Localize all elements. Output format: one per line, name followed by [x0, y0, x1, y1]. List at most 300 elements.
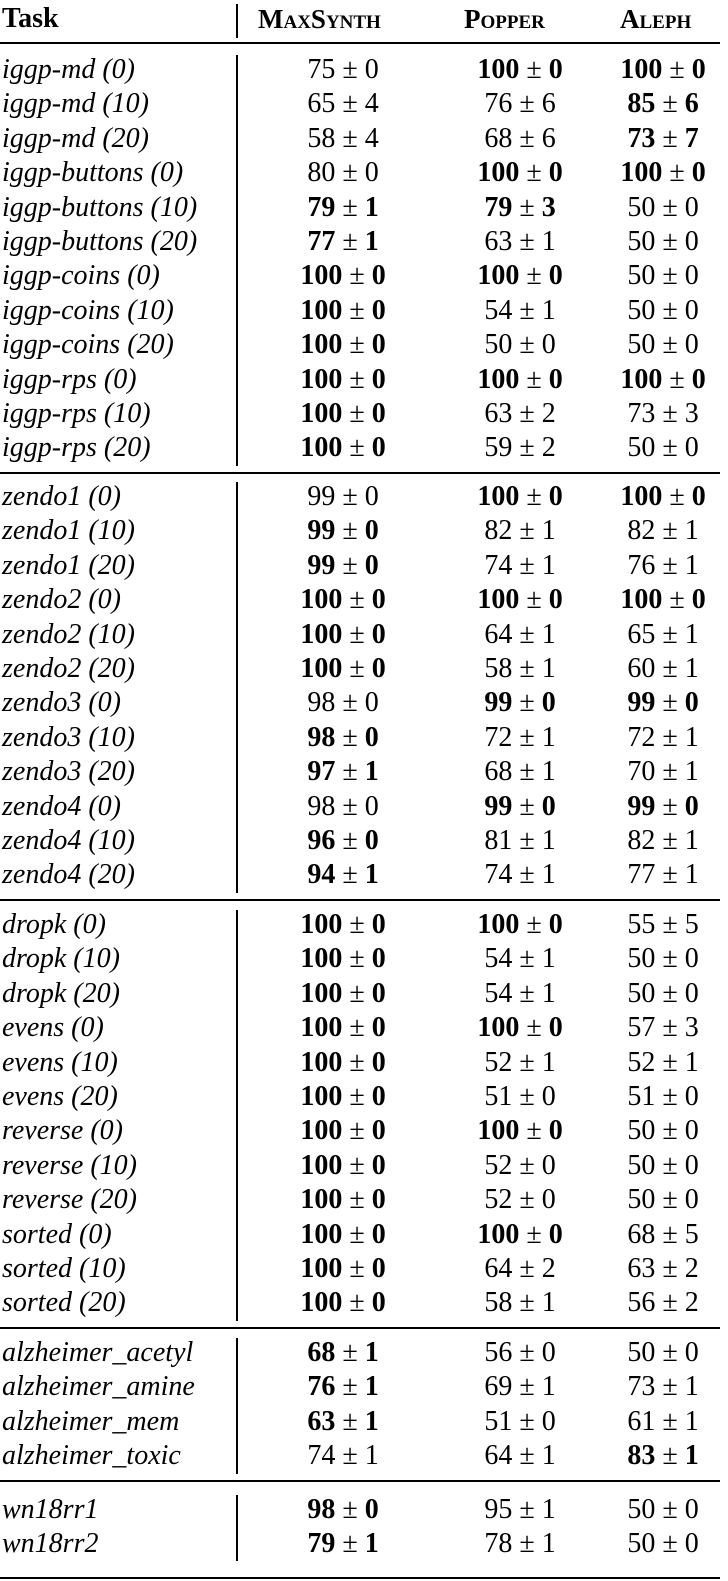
- score-std: 0: [371, 1149, 386, 1181]
- score-cell: [248, 942, 438, 976]
- group-rule: [0, 472, 720, 474]
- plus-minus-sign: ±: [335, 1440, 365, 1472]
- task-name: alzheimer_amine: [2, 1371, 195, 1403]
- score-std: 1: [541, 1440, 556, 1472]
- plus-minus-sign: ±: [655, 432, 685, 464]
- score-cell: [248, 156, 438, 190]
- score-cell: [248, 328, 438, 362]
- plus-minus-sign: ±: [342, 1081, 372, 1112]
- score-std: 0: [548, 54, 563, 85]
- column-divider: [236, 482, 238, 893]
- plus-minus-sign: ±: [662, 584, 692, 616]
- plus-minus-sign: ±: [335, 549, 365, 581]
- plus-minus-sign: ±: [335, 226, 365, 257]
- score-std: 0: [684, 1528, 699, 1559]
- score-std: 4: [364, 122, 379, 154]
- plus-minus-sign: ±: [512, 1494, 542, 1525]
- score-cell: [430, 294, 610, 328]
- score-std: 0: [684, 1184, 699, 1216]
- score-cell: [430, 397, 610, 431]
- score-cell: [248, 397, 438, 431]
- plus-minus-sign: ±: [512, 226, 542, 257]
- score-mean: 100: [300, 398, 343, 429]
- score-std: 0: [371, 584, 386, 616]
- column-divider: [236, 910, 238, 1321]
- score-cell: [604, 1252, 722, 1286]
- score-mean: 69: [484, 1371, 513, 1403]
- plus-minus-sign: ±: [512, 1287, 542, 1319]
- score-std: 0: [548, 363, 563, 395]
- score-cell: [248, 858, 438, 892]
- score-std: 0: [684, 687, 699, 719]
- score-mean: 50: [627, 1149, 656, 1181]
- score-mean: 68: [307, 1337, 336, 1368]
- score-std: 0: [541, 1405, 556, 1437]
- score-std: 3: [684, 398, 699, 429]
- plus-minus-sign: ±: [519, 260, 549, 292]
- plus-minus-sign: ±: [335, 515, 365, 547]
- score-cell: [248, 1527, 438, 1561]
- plus-minus-sign: ±: [655, 88, 685, 120]
- score-cell: [604, 1218, 722, 1252]
- score-std: 0: [371, 1081, 386, 1112]
- task-name: zendo3 (0): [2, 687, 121, 719]
- score-cell: [604, 191, 722, 225]
- score-std: 1: [684, 618, 699, 650]
- score-std: 2: [684, 1253, 699, 1284]
- score-cell: [430, 1405, 610, 1439]
- score-std: 0: [371, 329, 386, 361]
- score-std: 2: [684, 1287, 699, 1319]
- score-cell: [248, 1218, 438, 1252]
- score-mean: 75: [307, 54, 336, 85]
- score-std: 7: [684, 122, 699, 154]
- score-cell: [604, 686, 722, 720]
- score-std: 1: [684, 549, 699, 581]
- score-std: 1: [364, 1371, 379, 1403]
- score-mean: 63: [484, 226, 513, 257]
- score-cell: [430, 514, 610, 548]
- task-name: zendo1 (0): [2, 481, 121, 512]
- plus-minus-sign: ±: [655, 909, 685, 940]
- score-mean: 64: [484, 618, 513, 650]
- plus-minus-sign: ±: [655, 549, 685, 581]
- score-mean: 100: [300, 1253, 343, 1284]
- score-std: 5: [684, 909, 699, 940]
- task-name: reverse (10): [2, 1149, 138, 1181]
- score-mean: 100: [477, 1012, 520, 1044]
- plus-minus-sign: ±: [519, 1012, 549, 1044]
- score-std: 0: [371, 909, 386, 940]
- score-cell: [430, 790, 610, 824]
- plus-minus-sign: ±: [342, 1218, 372, 1250]
- score-std: 4: [364, 88, 379, 120]
- score-mean: 96: [307, 825, 336, 856]
- score-cell: [248, 583, 438, 617]
- score-cell: [604, 583, 722, 617]
- score-cell: [430, 225, 610, 259]
- score-cell: [430, 431, 610, 465]
- score-std: 0: [684, 943, 699, 975]
- score-std: 2: [541, 432, 556, 464]
- score-cell: [248, 977, 438, 1011]
- plus-minus-sign: ±: [512, 191, 542, 223]
- score-std: 0: [548, 909, 563, 940]
- score-std: 0: [371, 398, 386, 429]
- score-cell: [430, 1011, 610, 1045]
- plus-minus-sign: ±: [342, 1115, 372, 1147]
- score-cell: [430, 191, 610, 225]
- plus-minus-sign: ±: [655, 618, 685, 650]
- score-cell: [604, 1286, 722, 1320]
- task-name: zendo2 (10): [2, 618, 135, 650]
- score-cell: [604, 790, 722, 824]
- score-std: 1: [541, 825, 556, 856]
- score-mean: 100: [300, 260, 343, 292]
- score-mean: 100: [477, 363, 520, 395]
- group-rule: [0, 899, 720, 901]
- plus-minus-sign: ±: [512, 88, 542, 120]
- score-mean: 50: [627, 1494, 656, 1525]
- task-name: zendo3 (20): [2, 756, 135, 788]
- score-std: 1: [541, 515, 556, 547]
- score-std: 0: [684, 790, 699, 822]
- score-std: 2: [541, 1253, 556, 1284]
- score-cell: [248, 1046, 438, 1080]
- score-cell: [604, 908, 722, 942]
- plus-minus-sign: ±: [655, 515, 685, 547]
- task-name: zendo4 (20): [2, 859, 135, 891]
- score-mean: 58: [307, 122, 336, 154]
- score-cell: [604, 858, 722, 892]
- plus-minus-sign: ±: [655, 1494, 685, 1525]
- score-mean: 100: [300, 363, 343, 395]
- score-cell: [248, 1493, 438, 1527]
- plus-minus-sign: ±: [655, 1218, 685, 1250]
- score-mean: 50: [627, 1528, 656, 1559]
- score-cell: [604, 721, 722, 755]
- plus-minus-sign: ±: [655, 1081, 685, 1112]
- score-std: 6: [541, 122, 556, 154]
- score-cell: [604, 1370, 722, 1404]
- plus-minus-sign: ±: [512, 549, 542, 581]
- score-std: 0: [691, 481, 706, 512]
- task-name: sorted (0): [2, 1218, 112, 1250]
- score-cell: [430, 1370, 610, 1404]
- score-cell: [604, 1527, 722, 1561]
- plus-minus-sign: ±: [335, 687, 365, 719]
- score-std: 0: [364, 481, 379, 512]
- score-mean: 50: [627, 260, 656, 292]
- plus-minus-sign: ±: [512, 943, 542, 975]
- plus-minus-sign: ±: [512, 1149, 542, 1181]
- score-cell: [604, 1439, 722, 1473]
- plus-minus-sign: ±: [512, 859, 542, 891]
- plus-minus-sign: ±: [512, 1405, 542, 1437]
- score-cell: [430, 480, 610, 514]
- plus-minus-sign: ±: [512, 1081, 542, 1112]
- task-name: sorted (20): [2, 1287, 126, 1319]
- score-std: 0: [371, 653, 386, 684]
- score-cell: [248, 1080, 438, 1114]
- score-std: 0: [371, 1184, 386, 1216]
- plus-minus-sign: ±: [335, 191, 365, 223]
- score-std: 0: [541, 1081, 556, 1112]
- score-mean: 100: [620, 584, 663, 616]
- score-cell: [604, 549, 722, 583]
- score-std: 3: [541, 191, 556, 223]
- column-divider: [236, 1338, 238, 1474]
- group-rule: [0, 1327, 720, 1329]
- score-mean: 99: [627, 790, 656, 822]
- score-mean: 80: [307, 157, 336, 189]
- plus-minus-sign: ±: [512, 977, 542, 1009]
- plus-minus-sign: ±: [512, 1528, 542, 1559]
- score-mean: 50: [627, 329, 656, 361]
- score-cell: [248, 686, 438, 720]
- plus-minus-sign: ±: [335, 1337, 365, 1368]
- score-cell: [248, 1439, 438, 1473]
- score-cell: [248, 514, 438, 548]
- task-name: zendo2 (20): [2, 653, 135, 684]
- score-mean: 100: [300, 1287, 343, 1319]
- score-mean: 68: [484, 122, 513, 154]
- score-std: 1: [541, 1371, 556, 1403]
- score-std: 0: [684, 294, 699, 326]
- header-rule: [0, 42, 720, 44]
- score-std: 1: [541, 1528, 556, 1559]
- score-mean: 81: [484, 825, 513, 856]
- score-mean: 64: [484, 1253, 513, 1284]
- score-mean: 51: [627, 1081, 656, 1112]
- plus-minus-sign: ±: [342, 1184, 372, 1216]
- score-cell: [604, 514, 722, 548]
- score-mean: 99: [307, 549, 336, 581]
- task-name: sorted (10): [2, 1253, 126, 1284]
- score-mean: 100: [477, 481, 520, 512]
- score-cell: [430, 156, 610, 190]
- score-std: 0: [541, 1184, 556, 1216]
- score-std: 0: [364, 721, 379, 753]
- plus-minus-sign: ±: [512, 1337, 542, 1368]
- score-std: 1: [684, 1405, 699, 1437]
- plus-minus-sign: ±: [335, 825, 365, 856]
- score-mean: 94: [307, 859, 336, 891]
- score-mean: 100: [620, 54, 663, 85]
- score-std: 0: [371, 1012, 386, 1044]
- score-mean: 100: [300, 294, 343, 326]
- score-mean: 73: [627, 1371, 656, 1403]
- score-cell: [430, 942, 610, 976]
- score-cell: [248, 1114, 438, 1148]
- score-std: 0: [364, 157, 379, 189]
- task-name: iggp-coins (20): [2, 329, 174, 361]
- plus-minus-sign: ±: [342, 977, 372, 1009]
- task-name: evens (0): [2, 1012, 104, 1044]
- score-mean: 74: [307, 1440, 336, 1472]
- score-mean: 100: [300, 943, 343, 975]
- score-mean: 100: [300, 432, 343, 464]
- score-cell: [604, 294, 722, 328]
- score-cell: [248, 1336, 438, 1370]
- score-cell: [430, 824, 610, 858]
- score-std: 1: [364, 1337, 379, 1368]
- score-cell: [430, 87, 610, 121]
- plus-minus-sign: ±: [655, 1012, 685, 1044]
- score-mean: 65: [627, 618, 656, 650]
- score-mean: 60: [627, 653, 656, 684]
- plus-minus-sign: ±: [335, 790, 365, 822]
- score-cell: [604, 1336, 722, 1370]
- plus-minus-sign: ±: [335, 756, 365, 788]
- plus-minus-sign: ±: [335, 122, 365, 154]
- plus-minus-sign: ±: [342, 260, 372, 292]
- plus-minus-sign: ±: [342, 1253, 372, 1284]
- score-mean: 100: [477, 260, 520, 292]
- task-name: alzheimer_acetyl: [2, 1337, 194, 1368]
- score-std: 0: [541, 687, 556, 719]
- plus-minus-sign: ±: [335, 54, 365, 85]
- score-mean: 100: [477, 909, 520, 940]
- score-mean: 100: [477, 157, 520, 189]
- task-name: zendo1 (10): [2, 515, 135, 547]
- score-cell: [248, 87, 438, 121]
- score-mean: 99: [307, 481, 336, 512]
- plus-minus-sign: ±: [519, 909, 549, 940]
- score-std: 0: [371, 1218, 386, 1250]
- plus-minus-sign: ±: [512, 1253, 542, 1284]
- score-cell: [430, 1149, 610, 1183]
- score-std: 1: [541, 653, 556, 684]
- score-cell: [248, 908, 438, 942]
- score-std: 0: [684, 1149, 699, 1181]
- task-name: zendo4 (0): [2, 790, 121, 822]
- plus-minus-sign: ±: [512, 432, 542, 464]
- score-cell: [430, 721, 610, 755]
- score-cell: [604, 259, 722, 293]
- plus-minus-sign: ±: [342, 398, 372, 429]
- score-std: 3: [684, 1012, 699, 1044]
- plus-minus-sign: ±: [335, 1405, 365, 1437]
- score-mean: 100: [477, 1218, 520, 1250]
- score-std: 1: [364, 191, 379, 223]
- score-cell: [604, 156, 722, 190]
- task-name: dropk (10): [2, 943, 120, 975]
- score-cell: [430, 755, 610, 789]
- score-std: 1: [364, 756, 379, 788]
- score-std: 0: [364, 790, 379, 822]
- score-mean: 99: [484, 687, 513, 719]
- score-mean: 79: [307, 1528, 336, 1559]
- score-mean: 100: [620, 363, 663, 395]
- plus-minus-sign: ±: [512, 687, 542, 719]
- score-mean: 70: [627, 756, 656, 788]
- score-cell: [248, 431, 438, 465]
- score-std: 0: [541, 790, 556, 822]
- score-mean: 77: [307, 226, 336, 257]
- plus-minus-sign: ±: [335, 1371, 365, 1403]
- score-cell: [248, 363, 438, 397]
- score-mean: 99: [484, 790, 513, 822]
- plus-minus-sign: ±: [519, 1115, 549, 1147]
- score-std: 1: [541, 756, 556, 788]
- plus-minus-sign: ±: [655, 226, 685, 257]
- score-std: 1: [541, 859, 556, 891]
- score-std: 0: [684, 1115, 699, 1147]
- score-cell: [248, 1183, 438, 1217]
- score-mean: 50: [627, 977, 656, 1009]
- score-mean: 100: [477, 54, 520, 85]
- score-mean: 100: [300, 329, 343, 361]
- plus-minus-sign: ±: [342, 1149, 372, 1181]
- plus-minus-sign: ±: [512, 721, 542, 753]
- plus-minus-sign: ±: [662, 157, 692, 189]
- score-mean: 100: [300, 909, 343, 940]
- score-mean: 54: [484, 943, 513, 975]
- header-task: Task: [2, 3, 59, 34]
- plus-minus-sign: ±: [512, 329, 542, 361]
- score-cell: [248, 225, 438, 259]
- plus-minus-sign: ±: [655, 294, 685, 326]
- score-std: 1: [364, 1405, 379, 1437]
- score-mean: 50: [627, 1337, 656, 1368]
- score-cell: [604, 122, 722, 156]
- plus-minus-sign: ±: [512, 790, 542, 822]
- plus-minus-sign: ±: [335, 88, 365, 120]
- plus-minus-sign: ±: [342, 653, 372, 684]
- task-name: reverse (20): [2, 1184, 138, 1216]
- score-mean: 74: [484, 549, 513, 581]
- task-name: reverse (0): [2, 1115, 124, 1147]
- score-std: 1: [684, 825, 699, 856]
- score-mean: 68: [484, 756, 513, 788]
- score-mean: 64: [484, 1440, 513, 1472]
- plus-minus-sign: ±: [512, 122, 542, 154]
- score-cell: [430, 1114, 610, 1148]
- score-mean: 73: [627, 122, 656, 154]
- task-name: wn18rr1: [2, 1494, 99, 1525]
- task-name: iggp-md (20): [2, 122, 149, 154]
- score-mean: 50: [627, 191, 656, 223]
- score-std: 0: [548, 1115, 563, 1147]
- task-name: dropk (20): [2, 977, 120, 1009]
- score-std: 0: [371, 432, 386, 464]
- score-cell: [248, 122, 438, 156]
- score-cell: [604, 480, 722, 514]
- score-cell: [604, 1493, 722, 1527]
- score-cell: [604, 53, 722, 87]
- score-std: 0: [371, 1046, 386, 1078]
- score-std: 1: [684, 1371, 699, 1403]
- group-rule: [0, 1480, 720, 1482]
- plus-minus-sign: ±: [655, 1115, 685, 1147]
- score-std: 0: [684, 329, 699, 361]
- score-cell: [248, 53, 438, 87]
- score-std: 0: [684, 1494, 699, 1525]
- score-mean: 100: [300, 1184, 343, 1216]
- score-std: 5: [684, 1218, 699, 1250]
- score-std: 0: [684, 432, 699, 464]
- plus-minus-sign: ±: [342, 329, 372, 361]
- score-cell: [248, 1149, 438, 1183]
- score-mean: 74: [484, 859, 513, 891]
- plus-minus-sign: ±: [655, 191, 685, 223]
- task-name: alzheimer_mem: [2, 1405, 180, 1437]
- score-cell: [604, 824, 722, 858]
- score-std: 1: [541, 549, 556, 581]
- score-std: 0: [364, 515, 379, 547]
- score-std: 0: [541, 1337, 556, 1368]
